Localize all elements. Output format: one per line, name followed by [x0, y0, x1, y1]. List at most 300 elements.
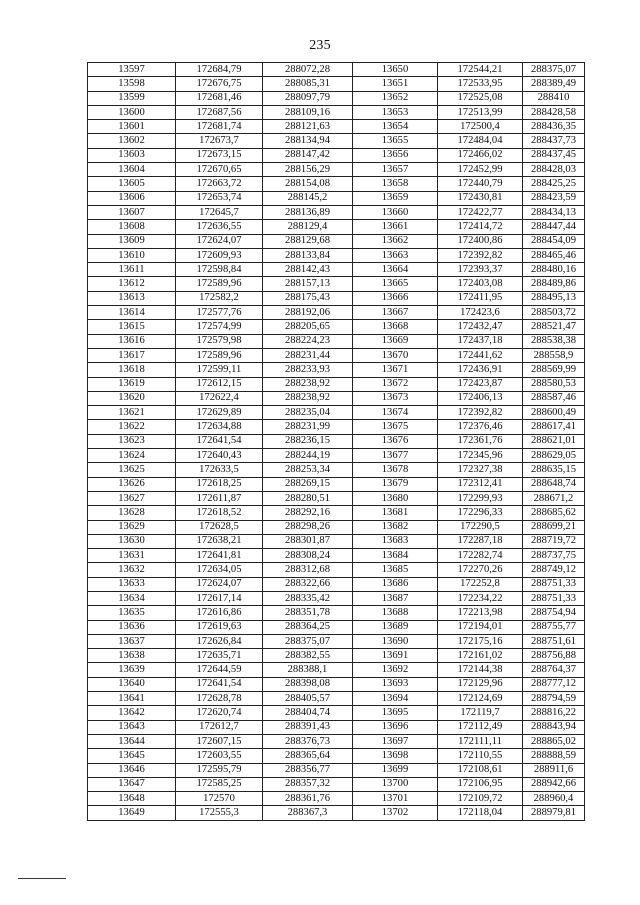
cell-point-number: 13675 — [353, 420, 438, 434]
cell-point-number: 13609 — [88, 234, 176, 248]
cell-x-coordinate: 172598,84 — [176, 263, 263, 277]
cell-point-number: 13691 — [353, 649, 438, 663]
cell-y-coordinate: 288175,43 — [263, 291, 353, 305]
cell-x-coordinate: 172670,65 — [176, 163, 263, 177]
cell-y-coordinate: 288447,44 — [523, 220, 585, 234]
cell-y-coordinate: 288292,16 — [263, 506, 353, 520]
cell-x-coordinate: 172422,77 — [438, 205, 523, 219]
cell-y-coordinate: 288142,43 — [263, 263, 353, 277]
cell-x-coordinate: 172124,69 — [438, 692, 523, 706]
cell-x-coordinate: 172681,46 — [176, 91, 263, 105]
cell-point-number: 13651 — [353, 77, 438, 91]
cell-y-coordinate: 288480,16 — [523, 263, 585, 277]
cell-point-number: 13682 — [353, 520, 438, 534]
cell-y-coordinate: 288145,2 — [263, 191, 353, 205]
cell-x-coordinate: 172440,79 — [438, 177, 523, 191]
cell-x-coordinate: 172622,4 — [176, 391, 263, 405]
cell-point-number: 13652 — [353, 91, 438, 105]
cell-x-coordinate: 172252,8 — [438, 577, 523, 591]
cell-x-coordinate: 172579,98 — [176, 334, 263, 348]
cell-x-coordinate: 172570 — [176, 792, 263, 806]
coordinates-table — [87, 62, 585, 821]
cell-x-coordinate: 172144,38 — [438, 663, 523, 677]
cell-y-coordinate: 288495,13 — [523, 291, 585, 305]
cell-x-coordinate: 172687,56 — [176, 105, 263, 119]
cell-x-coordinate: 172111,11 — [438, 734, 523, 748]
cell-y-coordinate: 288648,74 — [523, 477, 585, 491]
cell-point-number: 13686 — [353, 577, 438, 591]
cell-point-number: 13623 — [88, 434, 176, 448]
table-row — [88, 720, 585, 734]
cell-x-coordinate: 172633,5 — [176, 463, 263, 477]
cell-y-coordinate: 288580,53 — [523, 377, 585, 391]
table-row — [88, 749, 585, 763]
cell-y-coordinate: 288751,33 — [523, 577, 585, 591]
cell-point-number: 13631 — [88, 549, 176, 563]
cell-y-coordinate: 288777,12 — [523, 677, 585, 691]
cell-y-coordinate: 288434,13 — [523, 205, 585, 219]
cell-point-number: 13653 — [353, 105, 438, 119]
cell-x-coordinate: 172287,18 — [438, 534, 523, 548]
table-row — [88, 291, 585, 305]
cell-point-number: 13664 — [353, 263, 438, 277]
cell-point-number: 13634 — [88, 591, 176, 605]
cell-point-number: 13654 — [353, 120, 438, 134]
cell-y-coordinate: 288364,25 — [263, 620, 353, 634]
cell-point-number: 13604 — [88, 163, 176, 177]
table-row — [88, 634, 585, 648]
cell-x-coordinate: 172299,93 — [438, 491, 523, 505]
cell-y-coordinate: 288357,32 — [263, 777, 353, 791]
cell-x-coordinate: 172466,02 — [438, 148, 523, 162]
table-row — [88, 220, 585, 234]
table-row — [88, 177, 585, 191]
table-row — [88, 320, 585, 334]
cell-x-coordinate: 172626,84 — [176, 634, 263, 648]
cell-x-coordinate: 172423,87 — [438, 377, 523, 391]
table-row — [88, 377, 585, 391]
table-row — [88, 663, 585, 677]
cell-x-coordinate: 172400,86 — [438, 234, 523, 248]
table-row — [88, 806, 585, 820]
cell-x-coordinate: 172282,74 — [438, 549, 523, 563]
cell-point-number: 13661 — [353, 220, 438, 234]
cell-y-coordinate: 288979,81 — [523, 806, 585, 820]
cell-x-coordinate: 172423,6 — [438, 306, 523, 320]
cell-point-number: 13624 — [88, 449, 176, 463]
cell-x-coordinate: 172452,99 — [438, 163, 523, 177]
cell-point-number: 13612 — [88, 277, 176, 291]
cell-y-coordinate: 288156,29 — [263, 163, 353, 177]
table-row — [88, 406, 585, 420]
cell-point-number: 13676 — [353, 434, 438, 448]
cell-x-coordinate: 172611,87 — [176, 491, 263, 505]
cell-y-coordinate: 288129,68 — [263, 234, 353, 248]
cell-point-number: 13689 — [353, 620, 438, 634]
cell-y-coordinate: 288154,08 — [263, 177, 353, 191]
cell-x-coordinate: 172634,05 — [176, 563, 263, 577]
cell-point-number: 13660 — [353, 205, 438, 219]
cell-x-coordinate: 172392,82 — [438, 248, 523, 262]
cell-y-coordinate: 288428,03 — [523, 163, 585, 177]
cell-y-coordinate: 288503,72 — [523, 306, 585, 320]
table-row — [88, 120, 585, 134]
table-row — [88, 420, 585, 434]
cell-x-coordinate: 172641,54 — [176, 434, 263, 448]
footnote-divider — [18, 878, 66, 879]
cell-point-number: 13629 — [88, 520, 176, 534]
cell-x-coordinate: 172376,46 — [438, 420, 523, 434]
cell-point-number: 13679 — [353, 477, 438, 491]
cell-point-number: 13603 — [88, 148, 176, 162]
cell-x-coordinate: 172635,71 — [176, 649, 263, 663]
cell-point-number: 13697 — [353, 734, 438, 748]
cell-point-number: 13698 — [353, 749, 438, 763]
cell-x-coordinate: 172392,82 — [438, 406, 523, 420]
cell-x-coordinate: 172641,81 — [176, 549, 263, 563]
cell-y-coordinate: 288322,66 — [263, 577, 353, 591]
cell-y-coordinate: 288308,24 — [263, 549, 353, 563]
cell-point-number: 13655 — [353, 134, 438, 148]
table-row — [88, 734, 585, 748]
cell-x-coordinate: 172620,74 — [176, 706, 263, 720]
cell-y-coordinate: 288235,04 — [263, 406, 353, 420]
cell-point-number: 13685 — [353, 563, 438, 577]
cell-point-number: 13696 — [353, 720, 438, 734]
cell-y-coordinate: 288236,15 — [263, 434, 353, 448]
cell-y-coordinate: 288361,76 — [263, 792, 353, 806]
cell-x-coordinate: 172617,14 — [176, 591, 263, 605]
cell-y-coordinate: 288465,46 — [523, 248, 585, 262]
cell-point-number: 13648 — [88, 792, 176, 806]
table-row — [88, 277, 585, 291]
cell-y-coordinate: 288356,77 — [263, 763, 353, 777]
cell-x-coordinate: 172684,79 — [176, 63, 263, 77]
cell-x-coordinate: 172681,74 — [176, 120, 263, 134]
table-row — [88, 306, 585, 320]
cell-point-number: 13626 — [88, 477, 176, 491]
cell-y-coordinate: 288147,42 — [263, 148, 353, 162]
cell-point-number: 13673 — [353, 391, 438, 405]
cell-y-coordinate: 288133,84 — [263, 248, 353, 262]
cell-y-coordinate: 288121,63 — [263, 120, 353, 134]
cell-x-coordinate: 172616,86 — [176, 606, 263, 620]
table-row — [88, 463, 585, 477]
table-row — [88, 234, 585, 248]
cell-y-coordinate: 288072,28 — [263, 63, 353, 77]
table-row — [88, 591, 585, 605]
cell-y-coordinate: 288231,44 — [263, 348, 353, 362]
cell-y-coordinate: 288737,75 — [523, 549, 585, 563]
cell-x-coordinate: 172213,98 — [438, 606, 523, 620]
cell-x-coordinate: 172432,47 — [438, 320, 523, 334]
cell-y-coordinate: 288911,6 — [523, 763, 585, 777]
cell-y-coordinate: 288136,89 — [263, 205, 353, 219]
cell-x-coordinate: 172345,96 — [438, 449, 523, 463]
cell-y-coordinate: 288367,3 — [263, 806, 353, 820]
cell-y-coordinate: 288749,12 — [523, 563, 585, 577]
cell-x-coordinate: 172430,81 — [438, 191, 523, 205]
cell-y-coordinate: 288751,33 — [523, 591, 585, 605]
cell-y-coordinate: 288238,92 — [263, 391, 353, 405]
cell-x-coordinate: 172629,89 — [176, 406, 263, 420]
cell-x-coordinate: 172414,72 — [438, 220, 523, 234]
cell-y-coordinate: 288600,49 — [523, 406, 585, 420]
cell-x-coordinate: 172296,33 — [438, 506, 523, 520]
table-row — [88, 134, 585, 148]
cell-x-coordinate: 172110,55 — [438, 749, 523, 763]
cell-point-number: 13602 — [88, 134, 176, 148]
cell-x-coordinate: 172673,7 — [176, 134, 263, 148]
cell-point-number: 13641 — [88, 692, 176, 706]
cell-y-coordinate: 288843,94 — [523, 720, 585, 734]
cell-y-coordinate: 288375,07 — [523, 63, 585, 77]
cell-y-coordinate: 288280,51 — [263, 491, 353, 505]
cell-x-coordinate: 172393,37 — [438, 263, 523, 277]
cell-y-coordinate: 288269,15 — [263, 477, 353, 491]
table-row — [88, 148, 585, 162]
cell-point-number: 13672 — [353, 377, 438, 391]
cell-x-coordinate: 172582,2 — [176, 291, 263, 305]
cell-point-number: 13625 — [88, 463, 176, 477]
cell-x-coordinate: 172161,02 — [438, 649, 523, 663]
cell-x-coordinate: 172595,79 — [176, 763, 263, 777]
cell-point-number: 13606 — [88, 191, 176, 205]
table-row — [88, 191, 585, 205]
cell-y-coordinate: 288569,99 — [523, 363, 585, 377]
cell-x-coordinate: 172484,04 — [438, 134, 523, 148]
cell-point-number: 13678 — [353, 463, 438, 477]
cell-x-coordinate: 172673,15 — [176, 148, 263, 162]
cell-y-coordinate: 288157,13 — [263, 277, 353, 291]
cell-point-number: 13680 — [353, 491, 438, 505]
cell-y-coordinate: 288335,42 — [263, 591, 353, 605]
cell-x-coordinate: 172119,7 — [438, 706, 523, 720]
cell-y-coordinate: 288109,16 — [263, 105, 353, 119]
cell-point-number: 13700 — [353, 777, 438, 791]
cell-point-number: 13699 — [353, 763, 438, 777]
cell-x-coordinate: 172640,43 — [176, 449, 263, 463]
cell-point-number: 13640 — [88, 677, 176, 691]
table-row — [88, 649, 585, 663]
cell-point-number: 13690 — [353, 634, 438, 648]
cell-point-number: 13645 — [88, 749, 176, 763]
cell-point-number: 13630 — [88, 534, 176, 548]
table-row — [88, 692, 585, 706]
cell-y-coordinate: 288391,43 — [263, 720, 353, 734]
cell-x-coordinate: 172406,13 — [438, 391, 523, 405]
cell-y-coordinate: 288425,25 — [523, 177, 585, 191]
cell-point-number: 13663 — [353, 248, 438, 262]
cell-x-coordinate: 172129,96 — [438, 677, 523, 691]
cell-y-coordinate: 288376,73 — [263, 734, 353, 748]
cell-point-number: 13674 — [353, 406, 438, 420]
cell-point-number: 13639 — [88, 663, 176, 677]
cell-x-coordinate: 172437,18 — [438, 334, 523, 348]
table-row — [88, 792, 585, 806]
cell-x-coordinate: 172628,5 — [176, 520, 263, 534]
cell-x-coordinate: 172327,38 — [438, 463, 523, 477]
cell-point-number: 13635 — [88, 606, 176, 620]
cell-y-coordinate: 288298,26 — [263, 520, 353, 534]
cell-y-coordinate: 288192,06 — [263, 306, 353, 320]
cell-point-number: 13613 — [88, 291, 176, 305]
cell-x-coordinate: 172624,07 — [176, 577, 263, 591]
cell-point-number: 13616 — [88, 334, 176, 348]
cell-point-number: 13646 — [88, 763, 176, 777]
cell-y-coordinate: 288865,02 — [523, 734, 585, 748]
cell-point-number: 13695 — [353, 706, 438, 720]
cell-y-coordinate: 288960,4 — [523, 792, 585, 806]
cell-y-coordinate: 288129,4 — [263, 220, 353, 234]
cell-point-number: 13671 — [353, 363, 438, 377]
table-row — [88, 391, 585, 405]
cell-y-coordinate: 288085,31 — [263, 77, 353, 91]
cell-point-number: 13656 — [353, 148, 438, 162]
cell-point-number: 13670 — [353, 348, 438, 362]
table-row — [88, 534, 585, 548]
cell-x-coordinate: 172361,76 — [438, 434, 523, 448]
cell-point-number: 13637 — [88, 634, 176, 648]
cell-x-coordinate: 172533,95 — [438, 77, 523, 91]
cell-x-coordinate: 172175,16 — [438, 634, 523, 648]
cell-y-coordinate: 288244,19 — [263, 449, 353, 463]
cell-y-coordinate: 288942,66 — [523, 777, 585, 791]
cell-y-coordinate: 288134,94 — [263, 134, 353, 148]
cell-x-coordinate: 172574,99 — [176, 320, 263, 334]
table-row — [88, 63, 585, 77]
cell-x-coordinate: 172618,52 — [176, 506, 263, 520]
table-row — [88, 105, 585, 119]
cell-y-coordinate: 288231,99 — [263, 420, 353, 434]
cell-x-coordinate: 172403,08 — [438, 277, 523, 291]
table-row — [88, 777, 585, 791]
table-row — [88, 477, 585, 491]
cell-y-coordinate: 288097,79 — [263, 91, 353, 105]
cell-y-coordinate: 288312,68 — [263, 563, 353, 577]
cell-y-coordinate: 288587,46 — [523, 391, 585, 405]
cell-x-coordinate: 172525,08 — [438, 91, 523, 105]
cell-y-coordinate: 288671,2 — [523, 491, 585, 505]
cell-x-coordinate: 172312,41 — [438, 477, 523, 491]
cell-point-number: 13643 — [88, 720, 176, 734]
cell-point-number: 13658 — [353, 177, 438, 191]
table-row — [88, 491, 585, 505]
cell-point-number: 13599 — [88, 91, 176, 105]
table-row — [88, 163, 585, 177]
table-row — [88, 348, 585, 362]
table-row — [88, 91, 585, 105]
table-row — [88, 77, 585, 91]
cell-point-number: 13617 — [88, 348, 176, 362]
cell-x-coordinate: 172194,01 — [438, 620, 523, 634]
cell-x-coordinate: 172603,55 — [176, 749, 263, 763]
cell-y-coordinate: 288436,35 — [523, 120, 585, 134]
cell-point-number: 13618 — [88, 363, 176, 377]
cell-point-number: 13610 — [88, 248, 176, 262]
table-row — [88, 263, 585, 277]
cell-point-number: 13614 — [88, 306, 176, 320]
cell-x-coordinate: 172607,15 — [176, 734, 263, 748]
cell-y-coordinate: 288754,94 — [523, 606, 585, 620]
cell-y-coordinate: 288454,09 — [523, 234, 585, 248]
cell-y-coordinate: 288375,07 — [263, 634, 353, 648]
cell-x-coordinate: 172634,88 — [176, 420, 263, 434]
cell-y-coordinate: 288816,22 — [523, 706, 585, 720]
cell-y-coordinate: 288888,59 — [523, 749, 585, 763]
cell-x-coordinate: 172612,15 — [176, 377, 263, 391]
cell-x-coordinate: 172513,99 — [438, 105, 523, 119]
cell-point-number: 13667 — [353, 306, 438, 320]
cell-x-coordinate: 172270,26 — [438, 563, 523, 577]
cell-x-coordinate: 172441,62 — [438, 348, 523, 362]
cell-point-number: 13657 — [353, 163, 438, 177]
cell-y-coordinate: 288538,38 — [523, 334, 585, 348]
cell-y-coordinate: 288621,01 — [523, 434, 585, 448]
cell-y-coordinate: 288382,55 — [263, 649, 353, 663]
cell-x-coordinate: 172676,75 — [176, 77, 263, 91]
cell-y-coordinate: 288423,59 — [523, 191, 585, 205]
cell-y-coordinate: 288437,73 — [523, 134, 585, 148]
table-row — [88, 577, 585, 591]
cell-point-number: 13683 — [353, 534, 438, 548]
cell-y-coordinate: 288365,64 — [263, 749, 353, 763]
cell-x-coordinate: 172612,7 — [176, 720, 263, 734]
cell-point-number: 13647 — [88, 777, 176, 791]
table-row — [88, 205, 585, 219]
table-row — [88, 506, 585, 520]
cell-point-number: 13665 — [353, 277, 438, 291]
table-row — [88, 248, 585, 262]
cell-point-number: 13620 — [88, 391, 176, 405]
cell-y-coordinate: 288388,1 — [263, 663, 353, 677]
table-row — [88, 620, 585, 634]
cell-x-coordinate: 172589,96 — [176, 348, 263, 362]
cell-x-coordinate: 172619,63 — [176, 620, 263, 634]
cell-point-number: 13693 — [353, 677, 438, 691]
cell-x-coordinate: 172589,96 — [176, 277, 263, 291]
cell-y-coordinate: 288224,23 — [263, 334, 353, 348]
cell-x-coordinate: 172234,22 — [438, 591, 523, 605]
cell-x-coordinate: 172544,21 — [438, 63, 523, 77]
cell-point-number: 13597 — [88, 63, 176, 77]
cell-y-coordinate: 288205,65 — [263, 320, 353, 334]
cell-point-number: 13701 — [353, 792, 438, 806]
cell-point-number: 13687 — [353, 591, 438, 605]
cell-point-number: 13600 — [88, 105, 176, 119]
cell-y-coordinate: 288756,88 — [523, 649, 585, 663]
table-row — [88, 549, 585, 563]
cell-x-coordinate: 172638,21 — [176, 534, 263, 548]
table-row — [88, 363, 585, 377]
cell-point-number: 13633 — [88, 577, 176, 591]
cell-y-coordinate: 288428,58 — [523, 105, 585, 119]
cell-point-number: 13644 — [88, 734, 176, 748]
cell-x-coordinate: 172624,07 — [176, 234, 263, 248]
page-number: 235 — [309, 38, 331, 53]
cell-point-number: 13638 — [88, 649, 176, 663]
cell-x-coordinate: 172109,72 — [438, 792, 523, 806]
cell-y-coordinate: 288404,74 — [263, 706, 353, 720]
cell-y-coordinate: 288389,49 — [523, 77, 585, 91]
cell-point-number: 13666 — [353, 291, 438, 305]
table-row — [88, 563, 585, 577]
cell-point-number: 13688 — [353, 606, 438, 620]
cell-y-coordinate: 288410 — [523, 91, 585, 105]
cell-x-coordinate: 172641,54 — [176, 677, 263, 691]
cell-y-coordinate: 288405,57 — [263, 692, 353, 706]
cell-point-number: 13622 — [88, 420, 176, 434]
